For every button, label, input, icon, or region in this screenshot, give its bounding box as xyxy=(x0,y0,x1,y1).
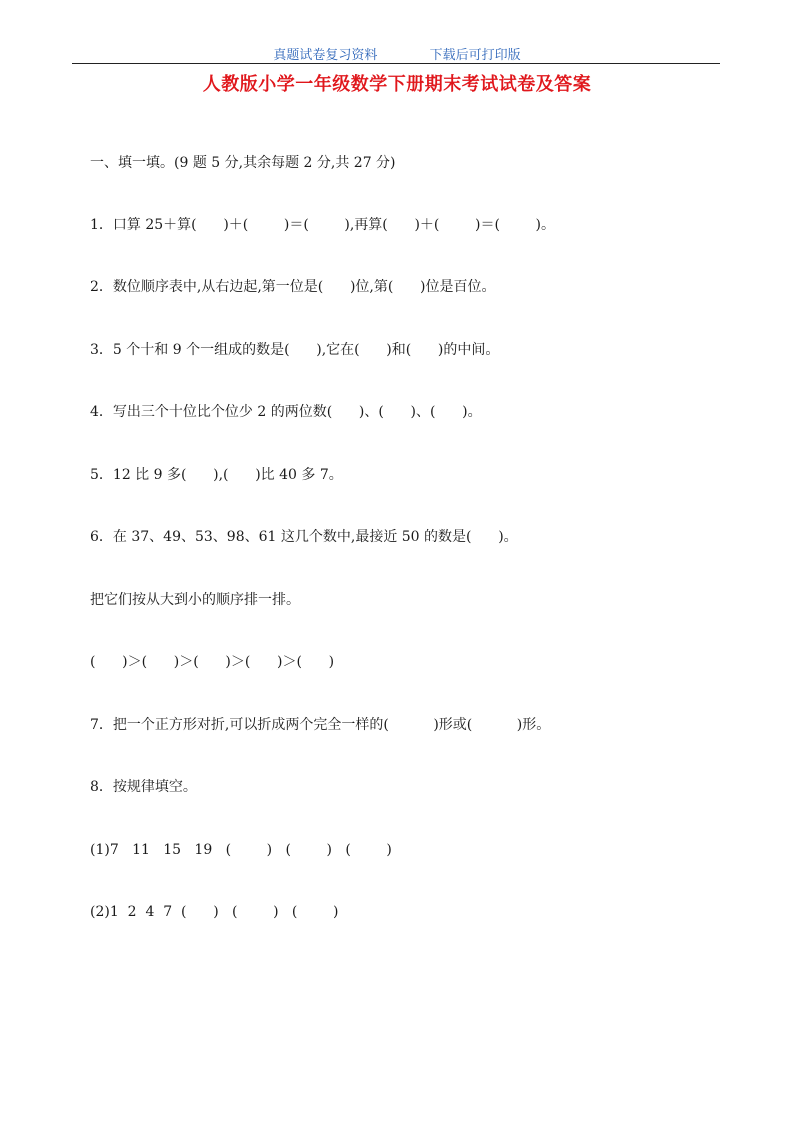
header-left-text: 真题试卷复习资料 xyxy=(273,48,378,63)
header-divider xyxy=(72,63,720,64)
page-title: 人教版小学一年级数学下册期末考试试卷及答案 xyxy=(202,74,592,95)
question-6: 6．在 37、49、53、98、61 这几个数中,最接近 50 的数是( )。 xyxy=(90,529,518,545)
question-3: 3．5 个十和 9 个一组成的数是( ),它在( )和( )的中间。 xyxy=(90,342,500,358)
header-right-text: 下载后可打印版 xyxy=(429,48,521,63)
question-1: 1．口算 25＋算( )＋( )＝( ),再算( )＋( )＝( )。 xyxy=(90,217,555,233)
question-7: 7．把一个正方形对折,可以折成两个完全一样的( )形或( )形。 xyxy=(90,717,551,733)
section-heading: 一、填一填。(9 题 5 分,其余每题 2 分,共 27 分) xyxy=(90,155,396,171)
question-6-sort-instruction: 把它们按从大到小的顺序排一排。 xyxy=(90,592,300,608)
page-header xyxy=(0,44,794,63)
question-5: 5．12 比 9 多( ),( )比 40 多 7。 xyxy=(90,467,343,483)
question-4: 4．写出三个十位比个位少 2 的两位数( )、( )、( )。 xyxy=(90,404,482,420)
question-8-part-2: (2)1 2 4 7 ( ) ( ) ( ) xyxy=(90,904,339,920)
question-8: 8．按规律填空。 xyxy=(90,779,197,795)
question-8-part-1: (1)7 11 15 19 ( ) ( ) ( ) xyxy=(90,842,392,858)
question-6-sort-blanks: ( )＞( )＞( )＞( )＞( ) xyxy=(90,654,335,670)
question-2: 2．数位顺序表中,从右边起,第一位是( )位,第( )位是百位。 xyxy=(90,279,496,295)
